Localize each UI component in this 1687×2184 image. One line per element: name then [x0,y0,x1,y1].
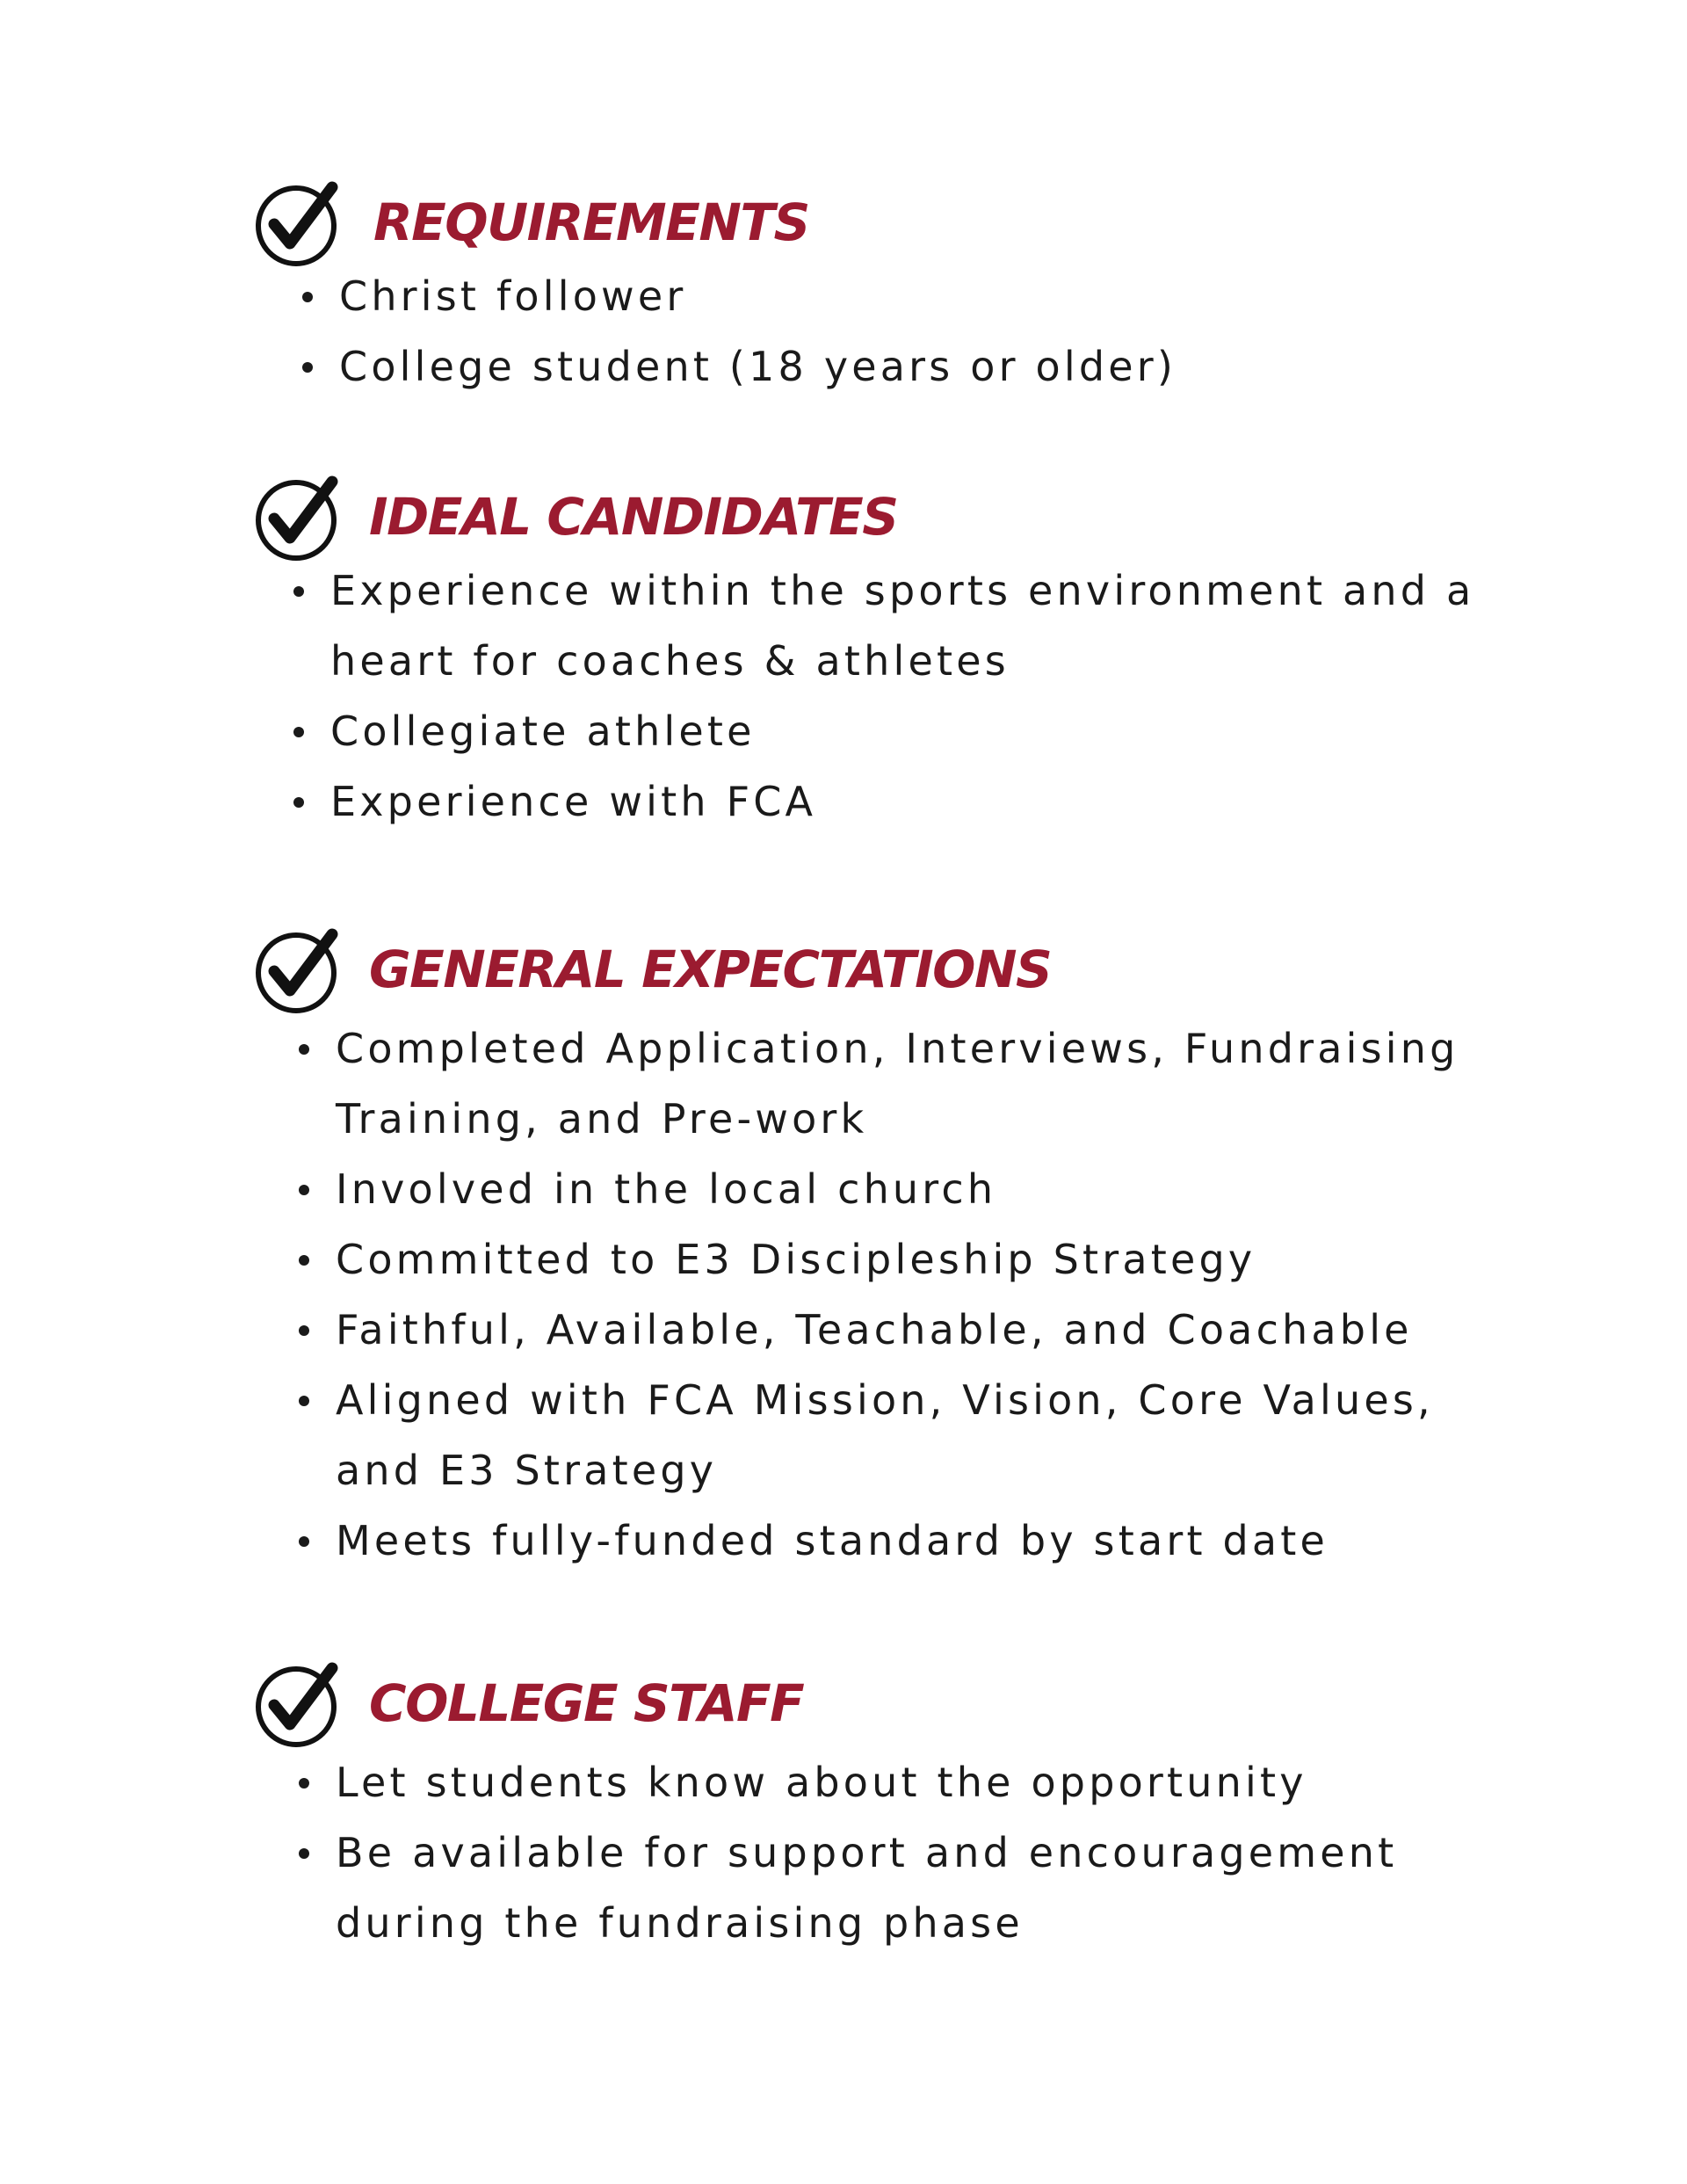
section-requirements [255,180,1485,409]
list-item-text: Committed to E3 Discipleship Strategy [336,1236,1256,1283]
list-item-text: Training, and Pre-work [336,1095,868,1143]
list-item-text: College student (18 years or older) [339,343,1177,390]
check-circle-icon [255,180,343,268]
list-item-text: heart for coaches & athletes [330,637,1010,685]
list-item-text: Completed Application, Interviews, Fundraising [336,1025,1459,1072]
list-item [251,1295,1481,1365]
bullet-icon [299,1396,309,1406]
section-ideal-candidates [255,475,1485,844]
bullet-icon [299,1255,309,1266]
check-circle-icon [255,1661,343,1749]
list-item [251,1365,1481,1506]
section-heading: REQUIREMENTS [373,192,809,252]
list-item [246,696,1476,766]
bullet-icon [299,1778,309,1789]
bullet-icon [293,797,304,808]
list-item-text: Let students know about the opportunity [336,1759,1307,1806]
ideal-candidates-list [246,555,1476,837]
bullet-icon [302,362,313,373]
bullet-icon [299,1185,309,1195]
bullet-icon [299,1044,309,1055]
list-item-text: Experience within the sports environment and a [330,567,1475,614]
list-item-text: and E3 Strategy [336,1447,718,1494]
section-heading-row [255,475,1485,562]
section-general-expectations [255,927,1485,1578]
list-item [246,766,1476,837]
list-item-text: Collegiate athlete [330,707,756,755]
list-item-text: Christ follower [339,272,687,320]
list-item-text: Faithful, Available, Teachable, and Coachable [336,1306,1413,1353]
section-heading-row [255,1661,1485,1749]
list-item-text: during the fundraising phase [336,1899,1024,1947]
list-item-text: Be available for support and encouragement [336,1829,1398,1876]
list-item [251,1013,1481,1154]
list-item [251,1224,1481,1295]
bullet-icon [299,1325,309,1336]
list-item-text: Meets fully-funded standard by start date [336,1517,1329,1564]
list-item [246,555,1476,696]
bullet-icon [293,727,304,737]
section-heading-row [255,180,1485,268]
section-heading: IDEAL CANDIDATES [369,487,898,547]
requirements-list [255,261,1485,402]
bullet-icon [302,292,313,302]
list-item [251,1818,1481,1958]
bullet-icon [299,1536,309,1547]
list-item-text: Aligned with FCA Mission, Vision, Core Values, [336,1376,1434,1424]
list-item-text: Experience with FCA [330,778,817,825]
list-item [255,261,1485,331]
section-heading: GENERAL EXPECTATIONS [369,940,1052,999]
list-item [255,331,1485,402]
list-item-text: Involved in the local church [336,1165,997,1213]
list-item [251,1747,1481,1818]
check-circle-icon [255,927,343,1015]
check-circle-icon [255,475,343,562]
list-item [251,1506,1481,1576]
list-item [251,1154,1481,1224]
general-expectations-list [251,1013,1481,1576]
section-heading: COLLEGE STAFF [369,1673,804,1733]
college-staff-list [251,1747,1481,1958]
bullet-icon [299,1848,309,1859]
bullet-icon [293,586,304,597]
section-college-staff [255,1661,1485,1960]
section-heading-row [255,927,1485,1015]
